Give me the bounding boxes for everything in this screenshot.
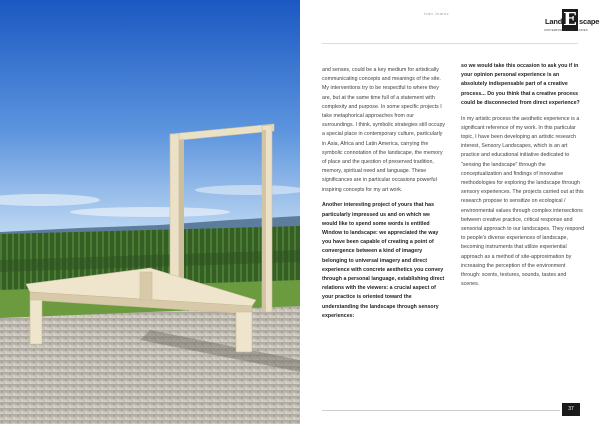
logo-text-scape: scape: [579, 17, 600, 26]
logo-e-block: E: [563, 9, 577, 30]
paragraph-body: In my artistic process the aesthetic experience is a significant reference of my work. In this particular topic, I have been developing an artistic research interest, Sensory Landscapes, which is an art practice and educational initiative dedicated to "sensing the landscape" through the conceptualization and findings of innovative methodologies for exploring the landscape through sensory experiences. The projects carried out at this research propose to sensitize on ecological / environmental values through complex intersections between creative practice, critical response and sensorial approach to our landscapes. They respond to people's diverse experiences of landscape, becoming instruments that utilize experiential approach as a method of site-approximation by increasing the perception of the environment through: scents, textures, sounds, tastes and scenes.: [461, 115, 585, 288]
paragraph-question: Another interesting project of yours that has particularly impressed us and on which we would like to spend some words is entitled Window to landscape: we appreciated the way you have been capable of creating a point of convergence between a kind of imagery belonging to universal imagery and direct experience with concrete aesthetics you convey through a personal language, establishing direct relations with the viewers: a crucial aspect of your practice is oriented toward the understanding the landscape through sensory experiences:: [322, 202, 445, 319]
logo-text-land: Land: [545, 17, 563, 26]
text-page: [300, 0, 600, 424]
running-header-author: Ivan Juarez: [424, 11, 450, 16]
footer-divider: [322, 410, 560, 411]
header-divider: [322, 43, 578, 44]
magazine-logo: [544, 8, 600, 38]
right-text-column: [461, 62, 585, 296]
paragraph-question: so we would take this occasion to ask you if in your opinion personal experience is an absolutely indispensable part of a creative process... Do you think that a creative process could be disconnected from direct experience?: [461, 63, 580, 106]
logo-tagline: CONTEMPORARY ART STUDIES: [544, 29, 588, 32]
left-text-column: [322, 66, 446, 327]
page-number: 37: [562, 403, 580, 416]
paragraph-body: and senses, could be a key medium for artistically communicating concepts and meanings of the site. My interventions try to be respectful to where they are, but at the same time full of a statement with complexity and purpose. In some specific projects I take metaphorical approaches from our surroundings. I think, symbolic strategies still occupy a special place in contemporary culture, particularly in Asia, Africa and Latin America, carrying the symbolic connotation of the landscape, the memory of place and the question of preserved tradition, memory, spiritual need and language. These significances are in particular occasions powerful inspiring concepts for my art work.: [322, 67, 446, 193]
